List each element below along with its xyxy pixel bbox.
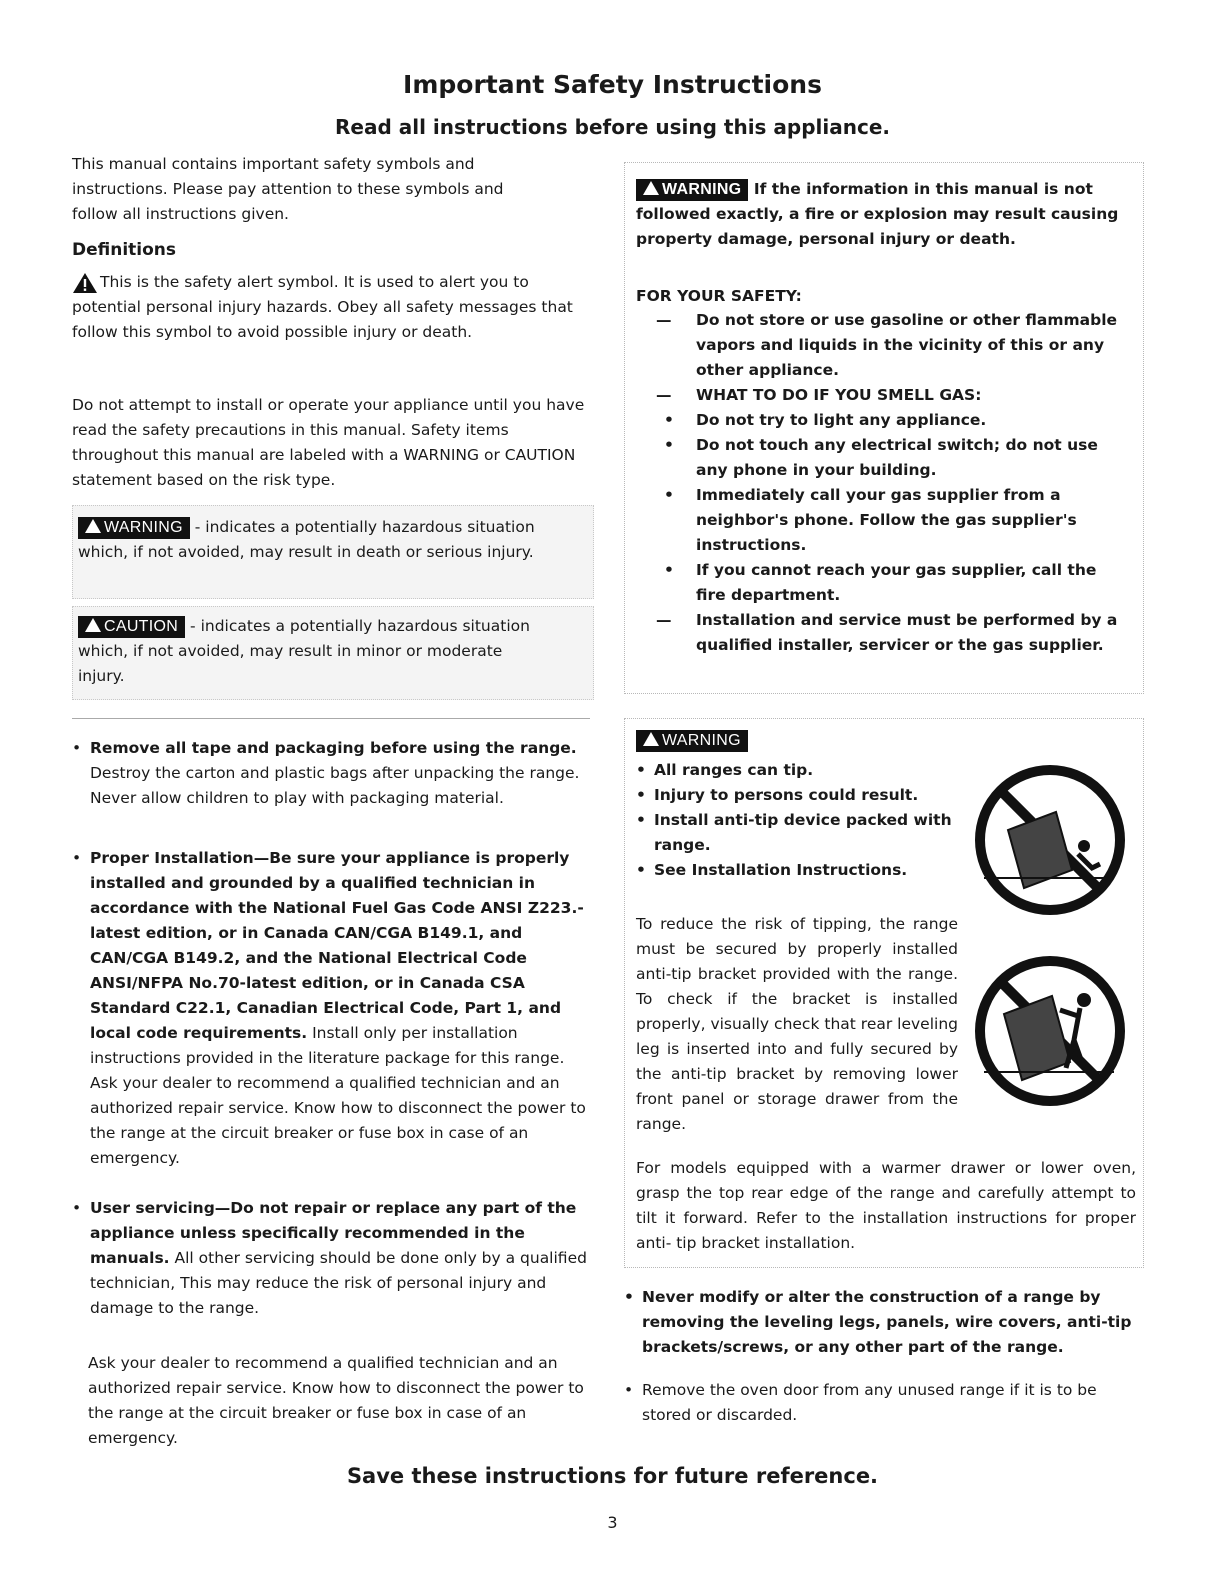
tip-list xyxy=(636,758,966,883)
save-instructions: Save these instructions for future reference. xyxy=(346,1464,879,1488)
definitions-heading: Definitions xyxy=(72,240,177,260)
caution-triangle-icon xyxy=(85,618,101,632)
for-your-safety-heading: FOR YOUR SAFETY: xyxy=(636,287,802,305)
safety-alert-icon xyxy=(72,272,98,294)
tip-item: • Injury to persons could result. xyxy=(636,783,966,808)
bullet-proper-installation: • Proper Installation—Be sure your appliance is properly installed and grounded by a qualified technician in accordance with the National Fuel Gas Code ANSI Z223.- latest edition, or in Canada CAN/CGA B149.1, and CAN/CGA B149.2, and the National Electrical Code ANSI/NFPA No.70-latest edition, or in Canada CSA Standard C22.1, Canadian Electrical Code, Part 1, and local code requirements. Install only per installation instructions provided in the literature package for this range. Ask your dealer to recommend a qualified technician and an authorized repair service. Know how to disconnect the power to the range at the circuit breaker or fuse box in case of an emergency. xyxy=(72,846,592,1171)
section-divider xyxy=(72,718,590,719)
warning-triangle-icon xyxy=(643,181,659,195)
page-title: Important Safety Instructions xyxy=(403,70,822,99)
safety-item: — WHAT TO DO IF YOU SMELL GAS: xyxy=(636,383,1126,408)
page-number: 3 xyxy=(607,1513,618,1532)
do-not-attempt-paragraph: Do not attempt to install or operate your appliance until you have read the safety precautions in this manual. Safety items throughout this manual are labeled with a WARNING or CAUTION statement based on the risk type. xyxy=(72,396,585,489)
tip-item: • All ranges can tip. xyxy=(636,758,966,783)
caution-definition xyxy=(78,614,548,689)
bullet-never-modify: • Never modify or alter the construction of a range by removing the leveling legs, panels, wire covers, anti-tip brackets/screws, or any other part of the range. xyxy=(624,1285,1140,1360)
gas-warning xyxy=(636,177,1126,252)
range-tipping-illustration xyxy=(974,760,1126,920)
safety-item: — Do not store or use gasoline or other flammable vapors and liquids in the vicinity of this or any other appliance. xyxy=(636,308,1126,383)
bullet-remove-packaging: • Remove all tape and packaging before using the range. Destroy the carton and plastic bags after unpacking the range. Never allow children to play with packaging material. xyxy=(72,736,592,811)
bullet-user-servicing: • User servicing—Do not repair or replace any part of the appliance unless specifically recommended in the manuals. All other servicing should be done only by a qualified technician, This may reduce the risk of personal injury and damage to the range. xyxy=(72,1196,592,1321)
warning-triangle-icon xyxy=(643,732,659,746)
warning-triangle-icon xyxy=(85,519,101,533)
bullet-remove-door: • Remove the oven door from any unused range if it is to be stored or discarded. xyxy=(624,1378,1140,1428)
alert-paragraph xyxy=(72,270,592,345)
safety-list xyxy=(636,308,1126,658)
safety-item: • If you cannot reach your gas supplier, call the fire department. xyxy=(636,558,1126,608)
safety-item: • Do not try to light any appliance. xyxy=(636,408,1126,433)
gas-warning-badge: WARNING xyxy=(636,179,748,201)
tip-warning-badge: WARNING xyxy=(636,730,748,752)
safety-item: — Installation and service must be performed by a qualified installer, servicer or the gas supplier. xyxy=(636,608,1126,658)
warning-definition-text: - indicates a potentially hazardous situation which, if not avoided, may result in death or serious injury. xyxy=(78,518,535,561)
tip-paragraph: To reduce the risk of tipping, the range must be secured by properly installed anti-tip bracket provided with the range. To check if the bracket is installed properly, visually check that rear leveling leg is inserted into and fully secured by the anti-tip bracket by removing lower front panel or storage drawer from the range. xyxy=(636,915,958,1133)
page-subtitle: Read all instructions before using this appliance. xyxy=(334,115,891,139)
intro-paragraph: This manual contains important safety symbols and instructions. Please pay attention to these symbols and follow all instructions given. xyxy=(72,155,504,223)
caution-definition-text: - indicates a potentially hazardous situation which, if not avoided, may result in minor or moderate injury. xyxy=(78,617,530,685)
tip-warning-header xyxy=(636,730,748,752)
ask-dealer-paragraph: Ask your dealer to recommend a qualified technician and an authorized repair service. Know how to disconnect the power to the range at the circuit breaker or fuse box in case of an emergency. xyxy=(88,1354,584,1447)
alert-text: This is the safety alert symbol. It is used to alert you to potential personal injury hazards. Obey all safety messages that follow this symbol to avoid possible injury or death. xyxy=(72,273,573,341)
child-tipping-illustration xyxy=(974,950,1126,1112)
warning-definition xyxy=(78,515,548,565)
tip-item: • Install anti-tip device packed with range. xyxy=(636,808,966,858)
safety-item: • Immediately call your gas supplier from a neighbor's phone. Follow the gas supplier's instructions. xyxy=(636,483,1126,558)
tip-item: • See Installation Instructions. xyxy=(636,858,966,883)
safety-item: • Do not touch any electrical switch; do not use any phone in your building. xyxy=(636,433,1126,483)
gas-warning-text: If the information in this manual is not followed exactly, a fire or explosion may result causing property damage, personal injury or death. xyxy=(636,180,1119,248)
caution-badge: CAUTION xyxy=(78,616,185,638)
warmer-paragraph: For models equipped with a warmer drawer or lower oven, grasp the top rear edge of the range and carefully attempt to tilt it forward. Refer to the installation instructions for proper anti- tip bracket installation. xyxy=(636,1159,1136,1252)
warning-badge: WARNING xyxy=(78,517,190,539)
